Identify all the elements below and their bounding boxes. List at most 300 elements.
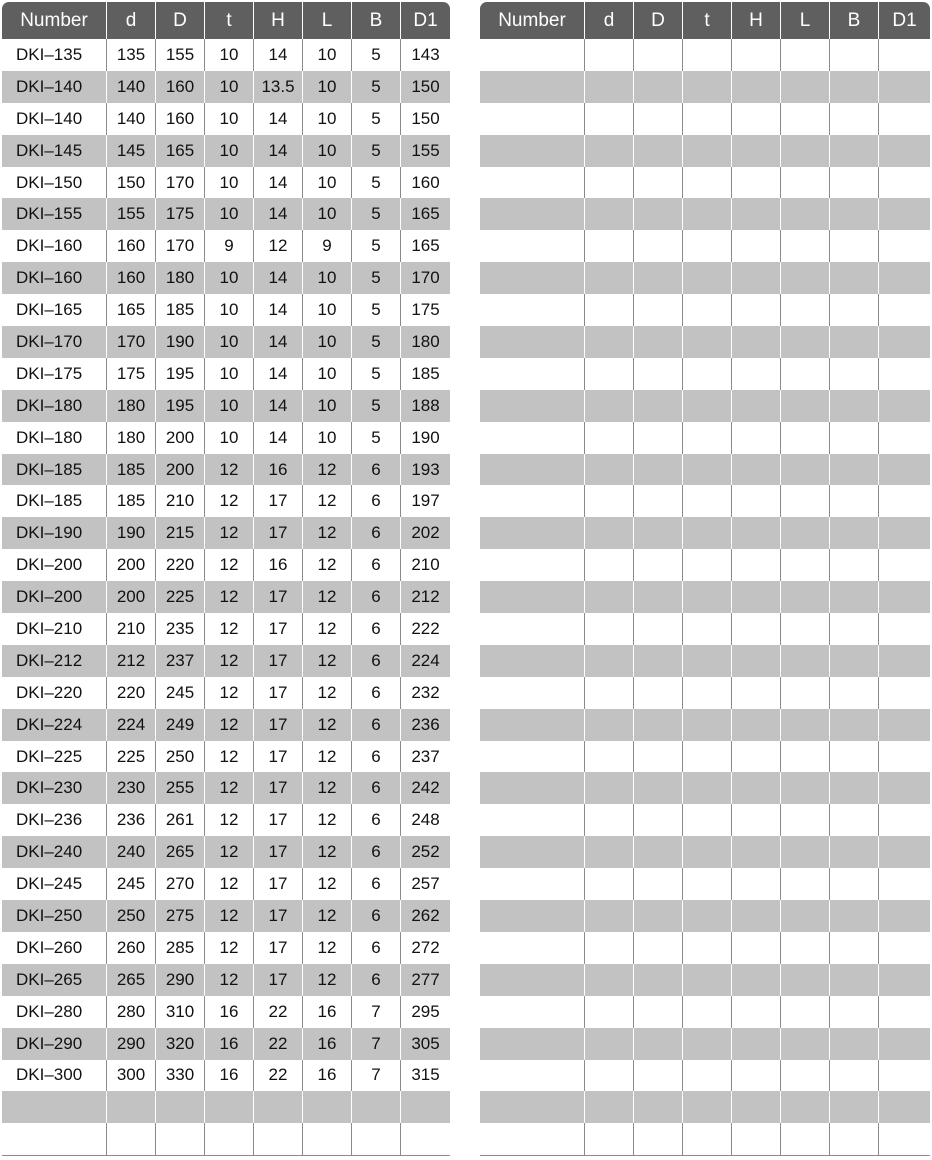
dimension-cell: 160 xyxy=(106,262,155,294)
dimension-cell xyxy=(682,1028,731,1060)
dimension-cell xyxy=(731,326,780,358)
dimension-cell: 310 xyxy=(155,996,204,1028)
dimension-cell: 22 xyxy=(253,1060,302,1092)
dimension-cell: 237 xyxy=(155,645,204,677)
dimension-cell xyxy=(731,1091,780,1123)
dimension-cell xyxy=(682,422,731,454)
dimension-cell xyxy=(584,1123,633,1156)
dimension-cell: 6 xyxy=(351,709,400,741)
dimension-cell xyxy=(780,1123,829,1156)
dimension-cell: 265 xyxy=(106,964,155,996)
dimension-cell xyxy=(204,1123,253,1156)
table-row xyxy=(480,677,930,709)
dimension-cell xyxy=(829,613,878,645)
dimension-cell: 197 xyxy=(400,485,450,517)
dimension-cell xyxy=(682,39,731,71)
dimension-cell xyxy=(682,103,731,135)
dimension-cell xyxy=(780,167,829,199)
part-number-cell xyxy=(480,549,584,581)
dimension-cell xyxy=(829,198,878,230)
dimension-cell: 10 xyxy=(302,198,351,230)
table-header xyxy=(480,2,930,39)
part-number-cell xyxy=(480,900,584,932)
dimension-cell xyxy=(400,1123,450,1156)
dimension-cell xyxy=(633,262,682,294)
table-row xyxy=(480,996,930,1028)
dimension-cell: 188 xyxy=(400,390,450,422)
dimension-cell xyxy=(584,294,633,326)
dimension-cell xyxy=(731,294,780,326)
dimension-cell: 200 xyxy=(106,581,155,613)
dimension-cell: 170 xyxy=(155,230,204,262)
dimension-cell: 261 xyxy=(155,804,204,836)
table-row xyxy=(2,39,450,71)
dimension-cell xyxy=(682,358,731,390)
dimension-cell xyxy=(633,485,682,517)
dimension-cell xyxy=(584,709,633,741)
dimension-cell: 275 xyxy=(155,900,204,932)
dimension-cell xyxy=(829,1028,878,1060)
table-row xyxy=(2,454,450,486)
dimension-cell xyxy=(780,772,829,804)
dimension-cell: 10 xyxy=(302,262,351,294)
dimension-cell: 17 xyxy=(253,868,302,900)
dimension-cell xyxy=(878,198,930,230)
dimension-cell: 245 xyxy=(106,868,155,900)
dimension-cell xyxy=(584,741,633,773)
dimension-cell xyxy=(878,294,930,326)
dimension-cell: 155 xyxy=(106,198,155,230)
dimension-cell xyxy=(780,358,829,390)
dimension-cell: 160 xyxy=(155,71,204,103)
dimension-cell: 12 xyxy=(302,964,351,996)
dimension-cell: 236 xyxy=(400,709,450,741)
dimension-cell xyxy=(253,1091,302,1123)
part-number-cell xyxy=(480,135,584,167)
part-number-cell: DKI–160 xyxy=(2,262,106,294)
dimension-cell: 212 xyxy=(106,645,155,677)
dimension-cell: 180 xyxy=(106,422,155,454)
dimension-cell xyxy=(829,230,878,262)
dimension-cell: 12 xyxy=(302,517,351,549)
dimension-cell xyxy=(878,1028,930,1060)
dimension-cell: 17 xyxy=(253,932,302,964)
dimension-cell: 195 xyxy=(155,390,204,422)
dimension-cell: 210 xyxy=(106,613,155,645)
table-row xyxy=(2,390,450,422)
dimension-cell xyxy=(682,167,731,199)
dimension-cell: 10 xyxy=(204,167,253,199)
dimension-cell: 12 xyxy=(204,868,253,900)
dimension-cell xyxy=(878,135,930,167)
dimension-cell: 6 xyxy=(351,868,400,900)
dimension-cell: 185 xyxy=(400,358,450,390)
dimension-cell: 7 xyxy=(351,996,400,1028)
table-row xyxy=(2,581,450,613)
dimension-cell: 5 xyxy=(351,135,400,167)
column-header: D xyxy=(155,2,204,39)
column-header: D1 xyxy=(400,2,450,39)
dimension-cell xyxy=(780,485,829,517)
dimension-cell: 145 xyxy=(106,135,155,167)
dimension-cell: 250 xyxy=(106,900,155,932)
dimension-cell: 285 xyxy=(155,932,204,964)
dimension-cell: 12 xyxy=(204,772,253,804)
dimension-cell xyxy=(731,613,780,645)
dimension-cell: 16 xyxy=(253,549,302,581)
dimension-cell: 10 xyxy=(204,103,253,135)
dimension-cell xyxy=(731,581,780,613)
part-number-cell: DKI–145 xyxy=(2,135,106,167)
dimension-cell xyxy=(829,932,878,964)
part-number-cell: DKI–160 xyxy=(16,236,83,256)
dimension-cell: 12 xyxy=(204,613,253,645)
table-body xyxy=(2,39,450,1156)
dimension-cell xyxy=(731,135,780,167)
table-row xyxy=(2,326,450,358)
dimension-cell xyxy=(731,485,780,517)
dimension-cell xyxy=(878,39,930,71)
table-row xyxy=(2,135,450,167)
dimension-cell: 175 xyxy=(106,358,155,390)
dimension-cell: 6 xyxy=(351,804,400,836)
dimension-cell xyxy=(878,932,930,964)
part-number-cell xyxy=(480,1123,584,1156)
table-row xyxy=(480,549,930,581)
part-number-cell xyxy=(480,454,584,486)
table-row xyxy=(480,454,930,486)
table-row xyxy=(480,645,930,677)
table-row xyxy=(2,964,450,996)
dimension-cell: 5 xyxy=(351,294,400,326)
dimension-cell xyxy=(584,549,633,581)
dimension-cell: 6 xyxy=(351,454,400,486)
dimension-cell: 225 xyxy=(106,741,155,773)
table-row xyxy=(480,836,930,868)
dimension-cell: 5 xyxy=(351,103,400,135)
dimension-cell: 200 xyxy=(155,454,204,486)
table-row xyxy=(2,804,450,836)
dimension-cell xyxy=(633,135,682,167)
dimension-cell: 14 xyxy=(253,358,302,390)
dimension-cell xyxy=(780,741,829,773)
dimension-cell: 12 xyxy=(204,804,253,836)
dimension-cell xyxy=(731,167,780,199)
dimension-cell xyxy=(633,422,682,454)
dimension-cell: 180 xyxy=(106,390,155,422)
dimension-cell: 150 xyxy=(106,167,155,199)
dimension-cell xyxy=(731,549,780,581)
dimension-cell xyxy=(682,741,731,773)
dimension-cell xyxy=(731,741,780,773)
dimension-cell xyxy=(829,135,878,167)
dimension-cell xyxy=(829,294,878,326)
dimension-cell xyxy=(682,198,731,230)
dimension-cell xyxy=(780,900,829,932)
dimension-cell xyxy=(731,39,780,71)
dimension-cell xyxy=(682,932,731,964)
dimension-cell xyxy=(682,868,731,900)
dimension-cell: 10 xyxy=(302,294,351,326)
dimension-cell xyxy=(780,390,829,422)
table-row xyxy=(480,198,930,230)
dimension-cell xyxy=(829,103,878,135)
dimension-cell xyxy=(584,358,633,390)
table-row xyxy=(480,517,930,549)
table-row xyxy=(2,1091,450,1123)
dimension-cell: 17 xyxy=(253,709,302,741)
table-row xyxy=(2,358,450,390)
dimension-cell xyxy=(878,804,930,836)
dimension-cell xyxy=(633,103,682,135)
part-number-cell: DKI–224 xyxy=(2,709,106,741)
dimension-cell: 5 xyxy=(351,71,400,103)
dimension-cell: 12 xyxy=(302,581,351,613)
dimension-cell xyxy=(682,485,731,517)
part-number-cell: DKI–185 xyxy=(16,491,83,511)
dimension-cell: 6 xyxy=(351,645,400,677)
dimension-cell: 175 xyxy=(155,198,204,230)
dimension-cell xyxy=(633,230,682,262)
dimension-cell xyxy=(829,517,878,549)
dimension-cell xyxy=(155,1091,204,1123)
table-row xyxy=(2,677,450,709)
dimension-cell xyxy=(780,804,829,836)
column-header: d xyxy=(106,2,155,39)
dimension-cell xyxy=(731,645,780,677)
dimension-cell: 320 xyxy=(155,1028,204,1060)
column-header: Number xyxy=(2,2,106,39)
dimension-cell: 10 xyxy=(204,358,253,390)
table-row xyxy=(2,996,450,1028)
dimension-cell xyxy=(829,167,878,199)
dimension-cell: 14 xyxy=(253,390,302,422)
table-row xyxy=(480,390,930,422)
dimension-cell: 240 xyxy=(106,836,155,868)
dimension-cell xyxy=(584,1028,633,1060)
dimension-cell: 135 xyxy=(106,39,155,71)
part-number-cell: DKI–150 xyxy=(16,172,83,192)
dimension-cell xyxy=(731,932,780,964)
table-row xyxy=(480,932,930,964)
dimension-cell: 155 xyxy=(400,135,450,167)
part-number-cell xyxy=(480,167,584,199)
table-row xyxy=(2,613,450,645)
dimension-cell: 13.5 xyxy=(253,71,302,103)
table-row xyxy=(2,167,450,199)
dimension-cell xyxy=(780,932,829,964)
dimension-cell xyxy=(682,390,731,422)
part-number-cell xyxy=(480,103,584,135)
dimension-cell: 7 xyxy=(351,1060,400,1092)
dimension-cell: 140 xyxy=(106,103,155,135)
dimension-cell xyxy=(780,135,829,167)
dimension-cell xyxy=(633,581,682,613)
dimension-cell: 16 xyxy=(302,1028,351,1060)
dimension-cell xyxy=(106,1091,155,1123)
part-number-cell: DKI–165 xyxy=(16,300,83,320)
table-row xyxy=(480,39,930,71)
part-number-cell: DKI–175 xyxy=(16,363,83,383)
dimension-cell xyxy=(780,230,829,262)
dimension-cell xyxy=(731,709,780,741)
dimension-cell xyxy=(682,772,731,804)
dimension-cell xyxy=(633,804,682,836)
dimension-cell xyxy=(829,71,878,103)
dimension-cell xyxy=(878,1123,930,1156)
header-row xyxy=(480,2,930,39)
dimension-cell xyxy=(829,645,878,677)
dimension-cell: 10 xyxy=(302,167,351,199)
dimension-cell: 6 xyxy=(351,741,400,773)
dimension-cell: 224 xyxy=(400,645,450,677)
column-header: L xyxy=(302,2,351,39)
dimension-cell: 12 xyxy=(204,900,253,932)
dimension-cell xyxy=(780,198,829,230)
dimension-cell: 6 xyxy=(351,900,400,932)
dimension-cell: 14 xyxy=(253,198,302,230)
dimension-cell xyxy=(731,677,780,709)
dimension-cell: 165 xyxy=(400,198,450,230)
dimension-cell: 9 xyxy=(302,230,351,262)
table-row xyxy=(480,1060,930,1092)
part-number-cell: DKI–236 xyxy=(16,810,83,830)
dimension-cell: 224 xyxy=(106,709,155,741)
dimension-cell xyxy=(584,772,633,804)
part-number-cell xyxy=(480,772,584,804)
part-number-cell: DKI–210 xyxy=(16,618,83,638)
dimension-cell xyxy=(633,390,682,422)
dimension-cell xyxy=(878,454,930,486)
dimension-cell xyxy=(633,932,682,964)
table-row xyxy=(2,198,450,230)
dimension-cell: 200 xyxy=(106,549,155,581)
part-number-cell: DKI–290 xyxy=(2,1028,106,1060)
table-row xyxy=(480,900,930,932)
dimension-cell: 180 xyxy=(400,326,450,358)
dimension-cell xyxy=(878,772,930,804)
part-number-cell xyxy=(480,198,584,230)
dimension-cell: 17 xyxy=(253,645,302,677)
dimension-cell xyxy=(878,517,930,549)
table-row xyxy=(480,326,930,358)
table-row xyxy=(480,1028,930,1060)
part-number-cell: DKI–265 xyxy=(2,964,106,996)
dimension-cell xyxy=(780,517,829,549)
dimension-cell xyxy=(878,358,930,390)
dimension-cell xyxy=(780,454,829,486)
dimension-cell xyxy=(584,996,633,1028)
part-number-cell: DKI–180 xyxy=(16,427,83,447)
dimension-cell xyxy=(682,1091,731,1123)
part-number-cell: DKI–280 xyxy=(16,1001,83,1021)
dimension-cell xyxy=(584,167,633,199)
dimension-cell: 7 xyxy=(351,1028,400,1060)
dimension-cell xyxy=(780,677,829,709)
part-number-cell xyxy=(480,581,584,613)
dimension-cell xyxy=(633,549,682,581)
dimension-cell xyxy=(731,868,780,900)
dimension-cell xyxy=(633,358,682,390)
dimension-cell xyxy=(584,485,633,517)
dimension-cell xyxy=(682,709,731,741)
table-row xyxy=(480,1091,930,1123)
dimension-cell: 17 xyxy=(253,517,302,549)
dimension-cell xyxy=(584,677,633,709)
part-number-cell xyxy=(480,358,584,390)
dimension-cell: 14 xyxy=(253,294,302,326)
dimension-cell: 14 xyxy=(253,135,302,167)
dimension-cell: 12 xyxy=(204,677,253,709)
dimension-cell: 10 xyxy=(302,358,351,390)
dimension-cell xyxy=(682,900,731,932)
part-number-cell xyxy=(480,932,584,964)
dimension-cell: 10 xyxy=(204,390,253,422)
dimension-cell: 10 xyxy=(204,198,253,230)
dimension-cell: 215 xyxy=(155,517,204,549)
dimension-cell xyxy=(633,868,682,900)
table-row xyxy=(480,868,930,900)
table-row xyxy=(2,485,450,517)
dimension-cell: 10 xyxy=(204,294,253,326)
table-row xyxy=(2,868,450,900)
dimension-cell: 12 xyxy=(302,677,351,709)
dimension-cell xyxy=(682,613,731,645)
dimension-cell: 12 xyxy=(302,804,351,836)
part-number-cell: DKI–180 xyxy=(2,390,106,422)
dimension-cell: 5 xyxy=(351,422,400,454)
dimension-cell: 10 xyxy=(204,422,253,454)
spec-table-right xyxy=(480,2,930,1156)
dimension-cell: 12 xyxy=(204,645,253,677)
dimension-cell: 12 xyxy=(204,741,253,773)
table-row xyxy=(480,167,930,199)
table-row xyxy=(480,581,930,613)
dimension-cell: 12 xyxy=(302,932,351,964)
dimension-cell: 210 xyxy=(155,485,204,517)
dimension-cell: 160 xyxy=(400,167,450,199)
dimension-cell xyxy=(633,964,682,996)
dimension-cell xyxy=(829,1091,878,1123)
dimension-cell xyxy=(829,262,878,294)
dimension-cell xyxy=(682,262,731,294)
dimension-cell xyxy=(584,198,633,230)
part-number-cell xyxy=(480,517,584,549)
dimension-cell xyxy=(829,326,878,358)
part-number-cell xyxy=(480,1028,584,1060)
dimension-cell xyxy=(731,71,780,103)
column-header: L xyxy=(780,2,829,39)
dimension-cell: 236 xyxy=(106,804,155,836)
dimension-cell xyxy=(878,71,930,103)
dimension-cell: 290 xyxy=(106,1028,155,1060)
dimension-cell xyxy=(633,294,682,326)
dimension-cell xyxy=(780,326,829,358)
dimension-cell xyxy=(682,454,731,486)
dimension-cell: 6 xyxy=(351,485,400,517)
part-number-cell: DKI–190 xyxy=(2,517,106,549)
dimension-cell xyxy=(780,836,829,868)
table-row xyxy=(2,900,450,932)
dimension-cell xyxy=(780,103,829,135)
dimension-cell: 16 xyxy=(253,454,302,486)
table-row xyxy=(480,230,930,262)
table-row xyxy=(2,932,450,964)
dimension-cell xyxy=(878,709,930,741)
part-number-cell xyxy=(480,1060,584,1092)
dimension-cell: 140 xyxy=(106,71,155,103)
dimension-cell: 6 xyxy=(351,581,400,613)
